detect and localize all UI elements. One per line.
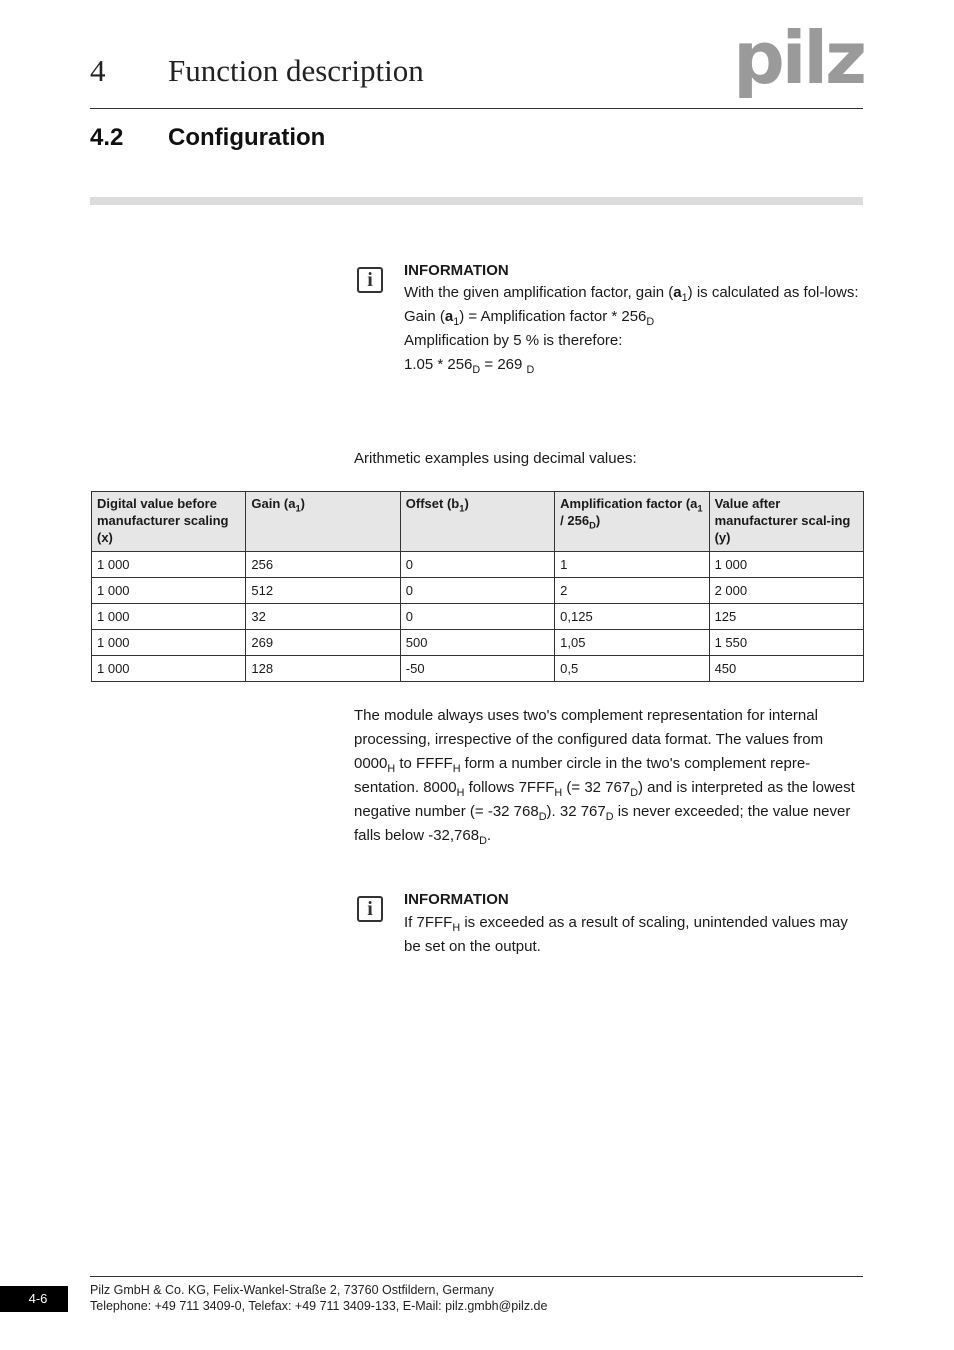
footer-address: Pilz GmbH & Co. KG, Felix-Wankel-Straße 2, 73760 Ostfildern, Germany xyxy=(90,1283,494,1297)
table-header-row xyxy=(92,492,864,552)
footer-contact: Telephone: +49 711 3409-0, Telefax: +49 711 3409-133, E-Mail: pilz.gmbh@pilz.de xyxy=(90,1299,548,1313)
pilz-logo: pilz xyxy=(733,16,864,100)
header-amplification: Amplification factor $(a_1 / 256_D)$ xyxy=(555,492,709,552)
info-text: If $7FFF_H$ is exceeded as a result of scaling, unintended values may be set on the output. xyxy=(404,914,848,955)
table-cell: 1 000 xyxy=(709,552,863,578)
table-cell: 0,5 xyxy=(555,656,709,682)
info-icon: i xyxy=(357,267,383,293)
table-cell: 2 000 xyxy=(709,578,863,604)
header-gain: Gain $(a_1)$ xyxy=(246,492,400,552)
table-cell: 256 xyxy=(246,552,400,578)
table-cell: 125 xyxy=(709,604,863,630)
table-row xyxy=(92,552,864,578)
page-number: 4-6 xyxy=(0,1286,68,1312)
table-cell: 450 xyxy=(709,656,863,682)
section-title: Configuration xyxy=(168,124,326,151)
table-cell: 1 000 xyxy=(92,630,246,656)
table-cell: 1,05 xyxy=(555,630,709,656)
table-cell: -50 xyxy=(400,656,554,682)
info-heading: INFORMATION xyxy=(404,262,509,279)
table-cell: 1 xyxy=(555,552,709,578)
info-text: With the given amplification factor, gain $(a_1)$ is calculated as fol-lows: Gain $(a_1)$ = Amplification factor * $256_D$ Amplification by 5 % is therefore: $1.05 * 256_D = 269$ $_D$ xyxy=(404,284,859,376)
header-digital-value: Digital value before manufacturer scaling (x) xyxy=(92,492,246,552)
table-cell: 2 xyxy=(555,578,709,604)
table-cell: 1 000 xyxy=(92,578,246,604)
table-cell: 0,125 xyxy=(555,604,709,630)
table-cell: 512 xyxy=(246,578,400,604)
table-row xyxy=(92,656,864,682)
complement-paragraph: The module always uses two's complement representation for internal processing, irrespective of the configured data format. The values from $0000_H$ to $FFFF_H$ form a number circle in the two's complement repre-sentation. $8000_H$ follows $7FFF_H$ (= 32 $767_D$) and is interpreted as the lowest negative number (= -32 $768_D$). 32 $767_D$ is never exceeded; the value never falls below $-32,768_D$. xyxy=(354,707,855,847)
table-cell: 269 xyxy=(246,630,400,656)
section-divider xyxy=(90,197,863,205)
table-cell: 1 550 xyxy=(709,630,863,656)
chapter-number: 4 xyxy=(90,53,106,88)
table-intro: Arithmetic examples using decimal values: xyxy=(354,450,637,467)
table-cell: 0 xyxy=(400,552,554,578)
header-offset: Offset $(b_1)$ xyxy=(400,492,554,552)
table-cell: 0 xyxy=(400,604,554,630)
table-row xyxy=(92,604,864,630)
table-cell: 500 xyxy=(400,630,554,656)
table-cell: 1 000 xyxy=(92,552,246,578)
table-cell: 32 xyxy=(246,604,400,630)
table-cell: 1 000 xyxy=(92,604,246,630)
footer-rule xyxy=(90,1276,863,1277)
arithmetic-table xyxy=(91,491,864,682)
header-value-after: Value after manufacturer scal-ing (y) xyxy=(709,492,863,552)
header-rule xyxy=(90,108,863,109)
info-heading: INFORMATION xyxy=(404,891,509,908)
chapter-title: Function description xyxy=(168,53,424,88)
table-cell: 128 xyxy=(246,656,400,682)
table-cell: 1 000 xyxy=(92,656,246,682)
table-row xyxy=(92,578,864,604)
section-number: 4.2 xyxy=(90,124,124,151)
table-cell: 0 xyxy=(400,578,554,604)
table-row xyxy=(92,630,864,656)
info-icon: i xyxy=(357,896,383,922)
